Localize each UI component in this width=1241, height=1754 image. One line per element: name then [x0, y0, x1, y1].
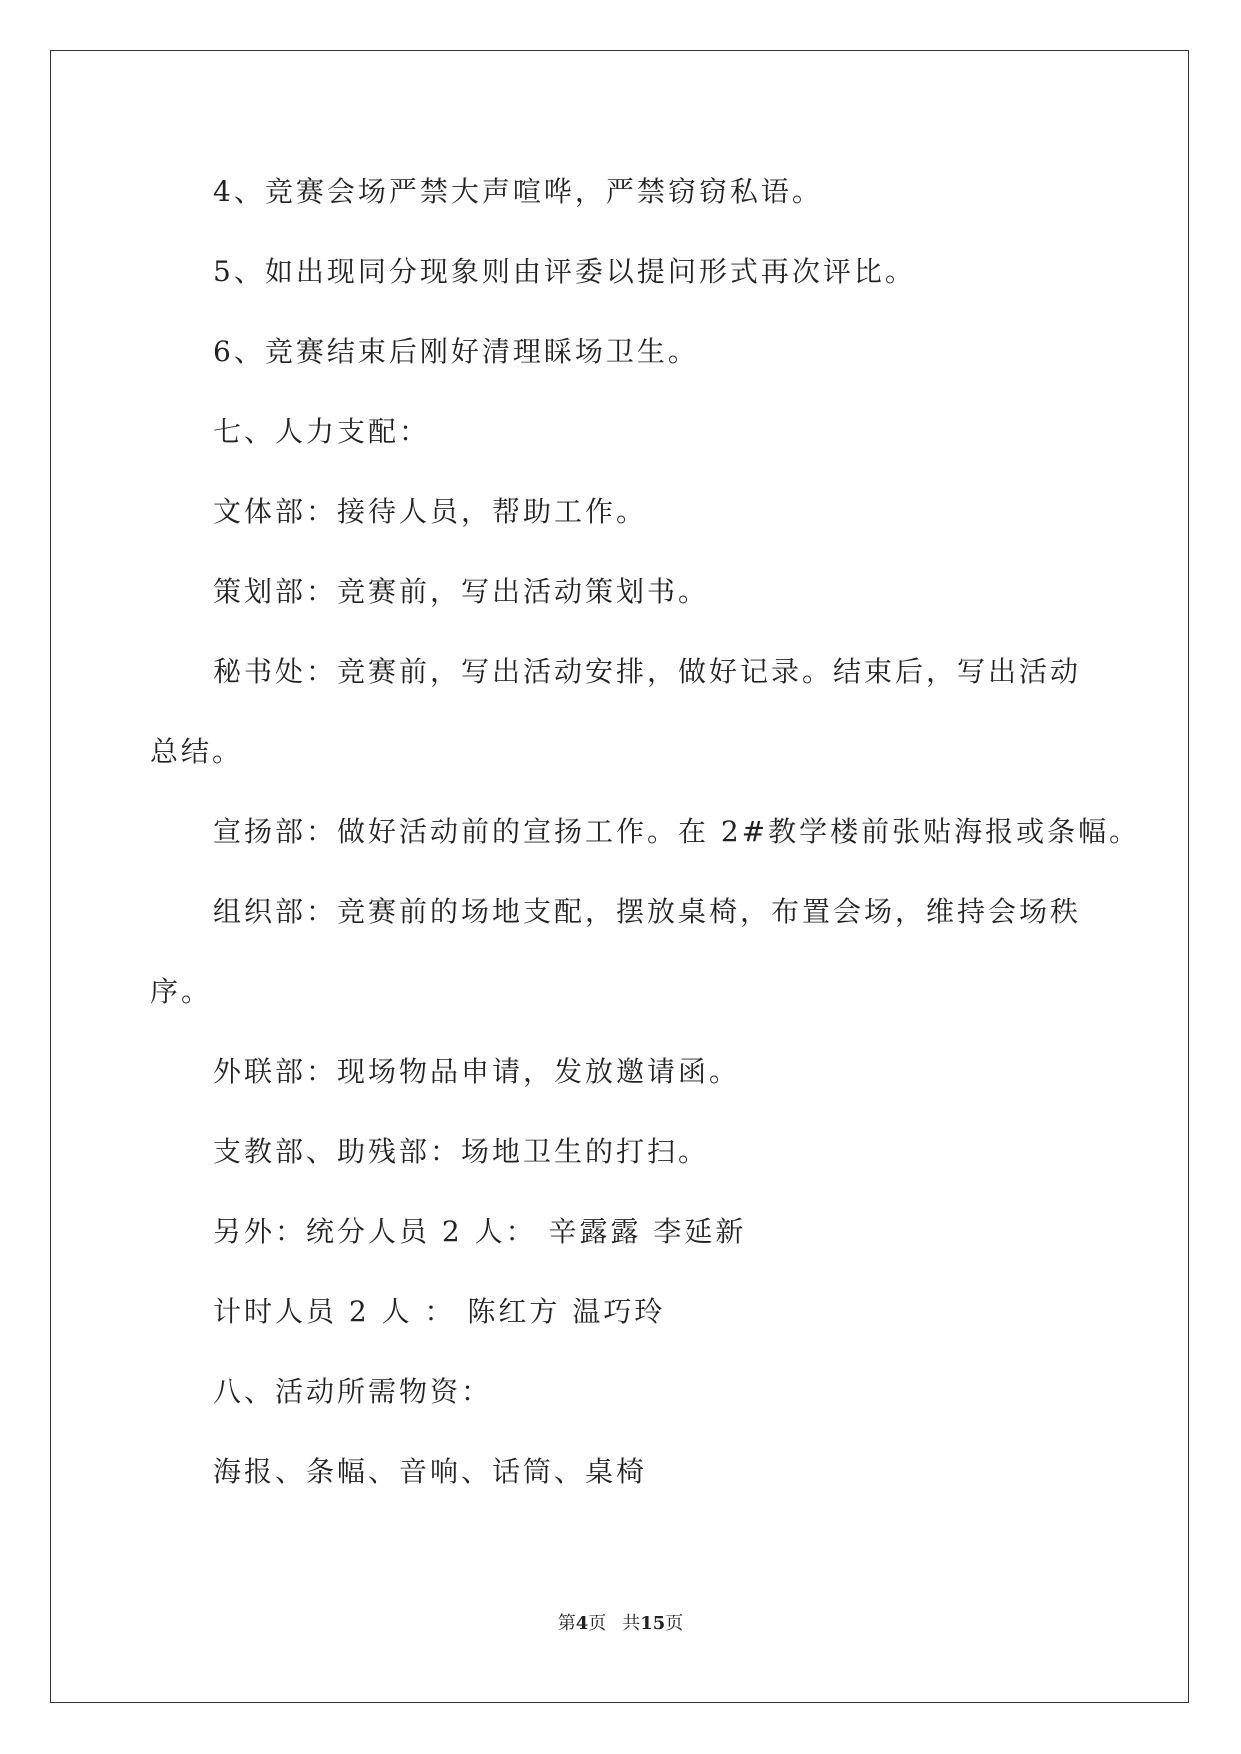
- rule-item-5: 5、如出现同分现象则由评委以提问形式再次评比。: [213, 255, 916, 288]
- assignment-mishu: 秘书处：竞赛前，写出活动安排，做好记录。结束后，写出活动: [213, 655, 1082, 688]
- assignment-zuzhi-continued: 序。: [150, 975, 213, 1008]
- footer-total-prefix: 共: [622, 1613, 641, 1634]
- assignment-zhijiao: 支教部、助残部：场地卫生的打扫。: [213, 1135, 710, 1168]
- assignment-mishu-continued: 总结。: [150, 735, 244, 768]
- section-heading-7: 七、人力支配：: [213, 415, 431, 448]
- footer-page-number: 4: [575, 1613, 589, 1634]
- timer-staff: 计时人员 2 人 ： 陈红方 温巧玲: [213, 1295, 666, 1328]
- scorer-staff: 另外：统分人员 2 人： 辛露露 李延新: [213, 1215, 747, 1248]
- assignment-wailian: 外联部：现场物品申请，发放邀请函。: [213, 1055, 741, 1088]
- assignment-cehua: 策划部：竞赛前，写出活动策划书。: [213, 575, 710, 608]
- page-footer: [0, 1612, 1241, 1636]
- footer-total-suffix: 页: [665, 1613, 684, 1634]
- assignment-xuanyang: 宣扬部：做好活动前的宣扬工作。在 2#教学楼前张贴海报或条幅。: [213, 815, 1141, 848]
- footer-total-number: 15: [640, 1613, 666, 1634]
- section-heading-8: 八、活动所需物资：: [213, 1375, 493, 1408]
- assignment-zuzhi: 组织部：竞赛前的场地支配，摆放桌椅，布置会场，维持会场秩: [213, 895, 1082, 928]
- rule-item-6: 6、竞赛结束后刚好清理睬场卫生。: [213, 335, 699, 368]
- materials-list: 海报、条幅、音响、话筒、桌椅: [213, 1455, 648, 1488]
- assignment-wenti: 文体部：接待人员，帮助工作。: [213, 495, 648, 528]
- rule-item-4: 4、竞赛会场严禁大声喧哗，严禁窃窃私语。: [213, 175, 823, 208]
- footer-page-suffix: 页: [588, 1613, 607, 1634]
- footer-page-prefix: 第: [557, 1613, 576, 1634]
